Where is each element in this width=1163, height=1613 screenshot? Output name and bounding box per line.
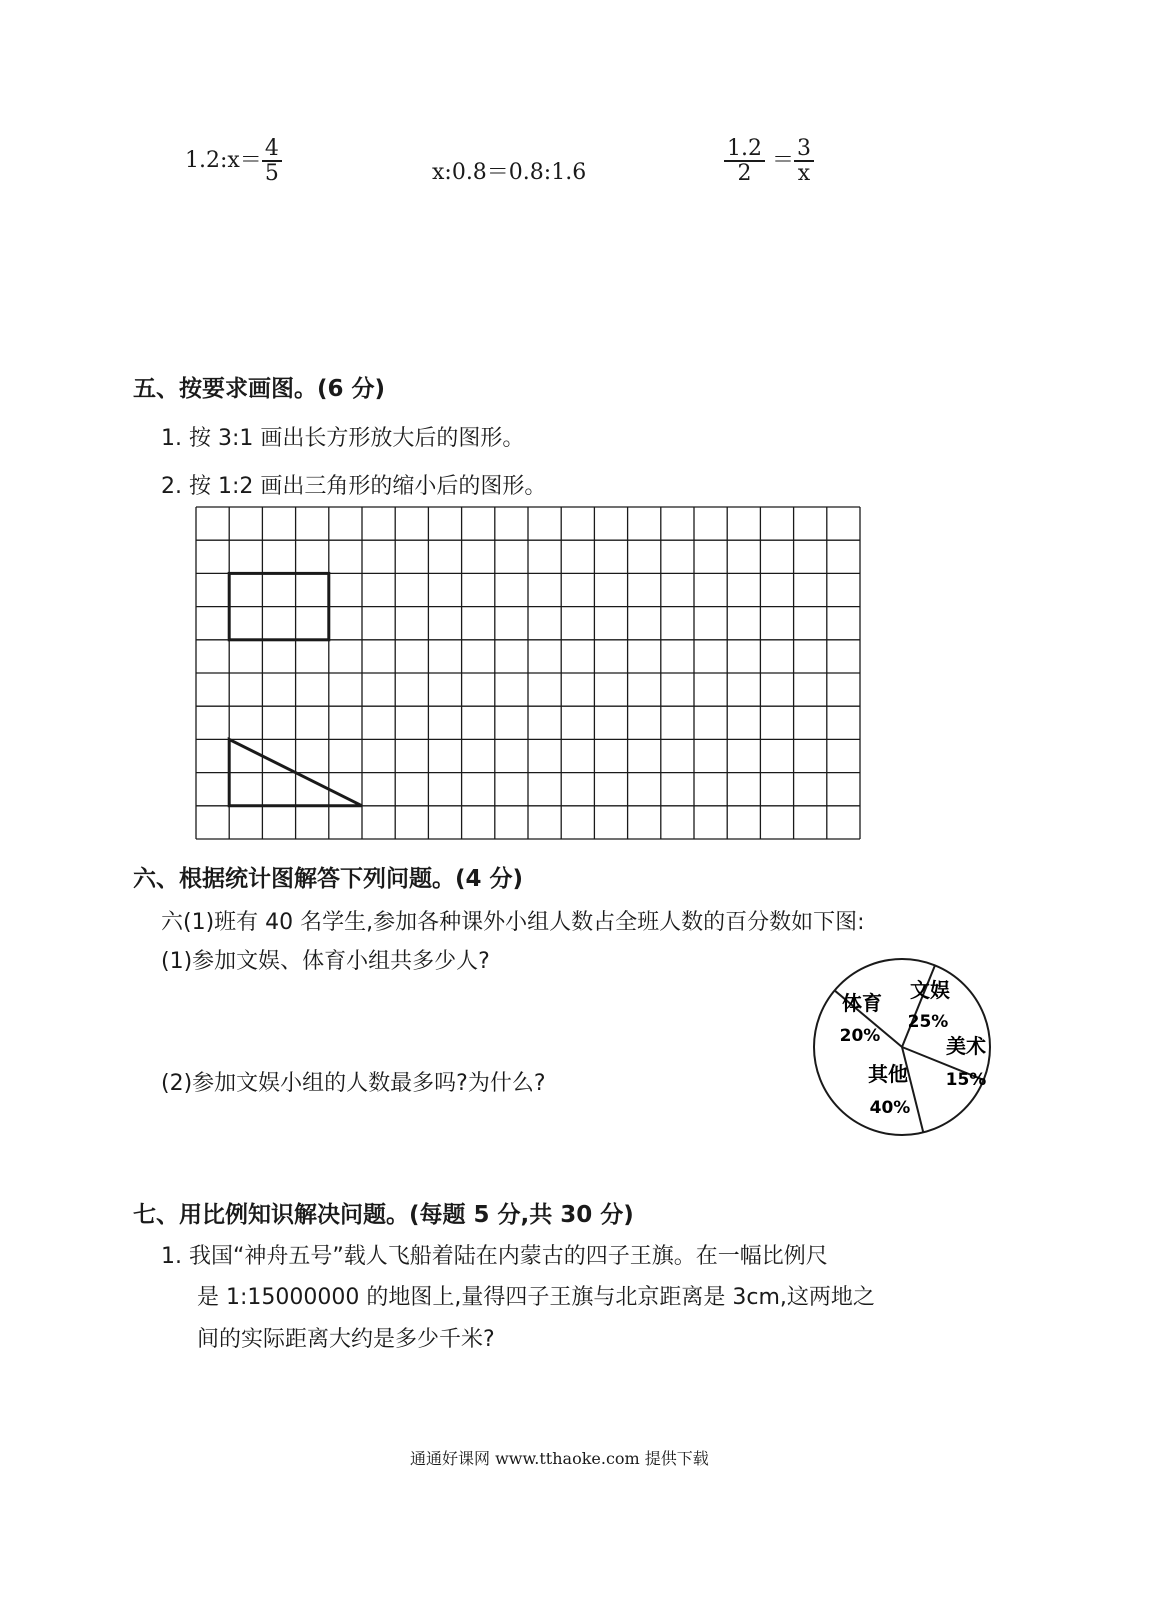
section-5-item-1: 1. 按 3:1 画出长方形放大后的图形。	[161, 426, 525, 451]
pie-chart	[810, 955, 1000, 1140]
section-5-title: 五、按要求画图。(6 分)	[133, 376, 386, 402]
page-footer: 通通好课网 www.tthaoke.com 提供下载	[410, 1449, 709, 1468]
pie-label-wenyu: 文娱	[910, 978, 950, 1002]
equation-3	[724, 137, 814, 185]
fraction-numerator: 1.2	[724, 137, 765, 162]
equation-3-equals: ＝	[772, 148, 795, 174]
pie-label-meishu: 美术	[946, 1034, 986, 1058]
fraction-numerator: 3	[794, 137, 814, 162]
section-7-question-1-line-2: 是 1:15000000 的地图上,量得四子王旗与北京距离是 3cm,这两地之	[197, 1285, 875, 1310]
section-6-question-1: (1)参加文娱、体育小组共多少人?	[161, 949, 490, 974]
section-6-intro: 六(1)班有 40 名学生,参加各种课外小组人数占全班人数的百分数如下图:	[161, 910, 865, 935]
section-7-question-1-line-1: 1. 我国“神舟五号”载人飞船着陆在内蒙古的四子王旗。在一幅比例尺	[161, 1244, 828, 1269]
equation-2-text: x:0.8＝0.8:1.6	[432, 160, 587, 185]
fraction-denominator: 5	[264, 161, 279, 187]
pie-label-qita: 其他	[868, 1062, 908, 1086]
equation-1-fraction	[262, 137, 282, 185]
equation-3-right-fraction	[794, 137, 814, 185]
pie-slice-boundary-2	[902, 1047, 923, 1132]
equation-1	[185, 137, 282, 185]
fraction-denominator: 2	[737, 161, 752, 187]
section-7-title: 七、用比例知识解决问题。(每题 5 分,共 30 分)	[133, 1202, 634, 1228]
grid-lines	[196, 507, 860, 839]
equation-2	[432, 155, 586, 186]
section-7-question-1-line-3: 间的实际距离大约是多少千米?	[197, 1327, 495, 1352]
pie-value-tiyu: 20%	[839, 1026, 881, 1046]
fraction-denominator: x	[797, 161, 811, 187]
pie-value-qita: 40%	[869, 1098, 911, 1118]
equation-3-left-fraction	[724, 137, 765, 185]
fraction-numerator: 4	[262, 137, 282, 162]
pie-value-meishu: 15%	[945, 1070, 987, 1090]
pie-value-wenyu: 25%	[907, 1012, 949, 1032]
equation-1-lhs: 1.2:x＝	[185, 148, 262, 174]
section-6-title: 六、根据统计图解答下列问题。(4 分)	[133, 866, 524, 892]
section-6-question-2: (2)参加文娱小组的人数最多吗?为什么?	[161, 1071, 546, 1096]
drawing-grid	[194, 505, 866, 841]
section-5-item-2: 2. 按 1:2 画出三角形的缩小后的图形。	[161, 474, 547, 499]
pie-label-tiyu: 体育	[842, 991, 882, 1015]
